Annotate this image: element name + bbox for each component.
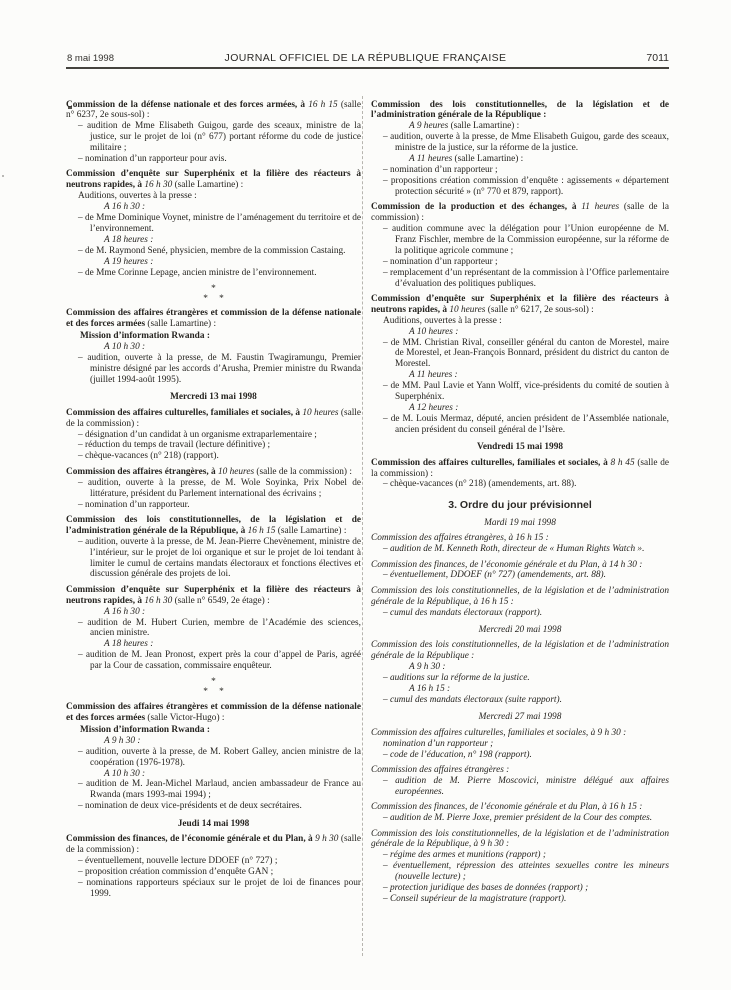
agenda-item: – de M. Raymond Sené, physicien, membre de la commission Castaing. — [78, 245, 346, 256]
commission-entry: Commission des finances, de l’économie générale et du Plan, à 14 h 30 : — [371, 559, 643, 570]
commission-entry: Commission des affaires étrangères, à 10 heures (salle de la commission) : — [66, 466, 352, 477]
agenda-item: – audition de M. Jean Pronost, expert près la cour d’appel de Paris, agréé par la Cour de cassation, commissaire enquêteur. — [78, 650, 361, 672]
date-heading: Jeudi 14 mai 1998 — [177, 818, 250, 829]
mission-subheading: Mission d’information Rwanda : — [80, 331, 210, 342]
commission-entry: Commission des lois constitutionnelles, de la législation et de l’administration générale de la République, à 16 h 15 : — [371, 585, 669, 607]
star-separator: * * * — [203, 677, 224, 698]
commission-entry: Commission des lois constitutionnelles, de la législation et de l’administration générale de la République, à 16 h 15 (salle Lamartine) : — [66, 514, 361, 536]
date-heading: Mercredi 20 mai 1998 — [478, 625, 562, 636]
commission-entry: Commission des affaires étrangères et commission de la défense nationale et des forces armées (salle Lamartine) : — [66, 308, 361, 329]
commission-entry: Commission de la défense nationale et des forces armées, à 16 h 15 (salle n° 6237, 2e sous-sol) : — [66, 99, 361, 121]
agenda-item: – nomination d’un rapporteur ; — [383, 164, 498, 175]
commission-entry: Commission des lois constitutionnelles, de la législation et de l’administration générale de la République, à 9 h 30 : — [371, 828, 669, 850]
time-line: A 11 heures (salle Lamartine) : — [409, 154, 524, 165]
note-line: nomination d’un rapporteur ; — [383, 738, 494, 749]
agenda-item: – régime des armes et munitions (rapport) ; — [383, 850, 546, 861]
agenda-item: – de Mme Dominique Voynet, ministre de l’aménagement du territoire et de l’environnement. — [78, 213, 361, 234]
date-heading: Mardi 19 mai 1998 — [484, 517, 556, 528]
agenda-item: – éventuellement, DDOEF (n° 727) (amendements, art. 88). — [383, 570, 606, 581]
scan-artifact — [2, 175, 4, 177]
commission-entry: Commission des affaires étrangères : — [371, 765, 510, 776]
commission-entry: Commission des affaires étrangères et commission de la défense nationale et des forces armées (salle Victor-Hugo) : — [66, 701, 361, 723]
agenda-item: – audition de Mme Elisabeth Guigou, garde des sceaux, ministre de la justice, sur le projet de loi (n° 677) portant réforme du code de justice militaire ; — [78, 121, 361, 154]
time-line: A 18 heures : — [104, 234, 154, 245]
date-heading: Mercredi 27 mai 1998 — [478, 712, 562, 723]
commission-entry: Commission de la production et des échanges, à 11 heures (salle de la commission) : — [371, 202, 670, 224]
agenda-item: – audition, ouverte à la presse, de M. Jean-Pierre Chevènement, ministre de l’intérieur, sur le projet de loi organique et sur le projet de loi tendant à limiter le cumul de certains mandats électoraux et fonctions électives et discussion générale des projets de loi. — [78, 536, 361, 580]
commission-entry: Commission des affaires culturelles, familiales et sociales, à 8 h 45 (salle de la commission) : — [371, 457, 669, 479]
agenda-item: – proposition création commission d’enquête GAN ; — [78, 866, 274, 877]
agenda-item: – Conseil supérieur de la magistrature (rapport). — [383, 894, 567, 904]
time-line: A 16 h 15 : — [409, 684, 451, 695]
agenda-item: – audition commune avec la délégation pour l’Union européenne de M. Franz Fischler, membre de la Commission européenne, sur la réforme de la politique agricole commune ; — [383, 223, 669, 256]
commission-entry: Commission des affaires culturelles, familiales et sociales, à 9 h 30 : — [371, 727, 627, 738]
agenda-item: – cumul des mandats électoraux (rapport). — [383, 607, 543, 618]
agenda-item: – audition, ouverte à la presse, de M. Faustin Twagiramungu, Premier ministre désigné par les accords d’Arusha, Premier ministre du Rwanda (juillet 1994-août 1995). — [78, 353, 361, 385]
agenda-item: – audition, ouverte à la presse, de M. Robert Galley, ancien ministre de la coopération (1976-1978). — [78, 746, 361, 768]
agenda-item: – code de l’éducation, n° 198 (rapport). — [383, 749, 532, 760]
mission-subheading: Mission d’information Rwanda : — [80, 724, 210, 735]
agenda-item: – remplacement d’un représentant de la commission à l’Office parlementaire d’évaluation des politiques publiques. — [383, 267, 669, 289]
time-line: A 12 heures : — [409, 402, 459, 413]
commission-entry: Commission des lois constitutionnelles, de la législation et de l’administration générale de la République : — [371, 640, 669, 662]
agenda-item: – chèque-vacances (n° 218) (rapport). — [78, 451, 219, 462]
agenda-item: – propositions création commission d’enquête : agissements « département protection sécurité » (n° 770 et 879, rapport). — [383, 175, 669, 197]
time-line: A 9 h 30 : — [409, 662, 446, 673]
time-line: A 9 h 30 : — [104, 735, 141, 746]
agenda-item: – nomination de deux vice-présidents et de deux secrétaires. — [78, 801, 302, 812]
agenda-item: – cumul des mandats électoraux (suite rapport). — [383, 695, 562, 705]
time-line: A 16 h 30 : — [104, 202, 146, 213]
header-rule — [66, 67, 669, 69]
agenda-item: – éventuellement, nouvelle lecture DDOEF (n° 727) ; — [78, 855, 278, 866]
agenda-item: – nomination d’un rapporteur pour avis. — [78, 154, 227, 165]
time-line: A 10 h 30 : — [104, 768, 146, 779]
agenda-item: – chèque-vacances (n° 218) (amendements, art. 88). — [383, 479, 577, 490]
commission-entry: Commission des affaires étrangères, à 16 h 15 : — [371, 533, 549, 544]
commission-entry: Commission d’enquête sur Superphénix et la filière des réacteurs à neutrons rapides, à 16 h 30 (salle Lamartine) : — [66, 169, 361, 191]
time-line: A 16 h 30 : — [104, 606, 146, 617]
agenda-item: – audition de M. Pierre Moscovici, ministre délégué aux affaires européennes. — [383, 775, 669, 797]
agenda-item: – éventuellement, répression des atteintes sexuelles contre les mineurs (nouvelle lecture) ; — [383, 861, 669, 883]
agenda-item: – de MM. Christian Rival, conseiller général du canton de Morestel, maire de Morestel, et Jean-François Bonnard, président du district du canton de Morestel. — [383, 337, 669, 370]
time-line: A 19 heures : — [104, 256, 154, 267]
star-separator: * * * — [203, 283, 224, 304]
time-line: A 10 h 30 : — [104, 342, 146, 353]
agenda-item: – audition de M. Jean-Michel Marlaud, ancien ambassadeur de France au Rwanda (mars 1993-mai 1994) ; — [78, 779, 361, 801]
date-heading: Vendredi 15 mai 1998 — [476, 442, 563, 453]
time-line: A 11 heures : — [409, 370, 458, 381]
commission-entry: Commission des finances, de l’économie générale et du Plan, à 16 h 15 : — [371, 802, 643, 813]
time-line: A 9 heures (salle Lamartine) : — [409, 121, 520, 132]
agenda-item: – de MM. Paul Lavie et Yann Wolff, vice-présidents du comité de soutien à Superphénix. — [383, 381, 669, 403]
agenda-item: – nomination d’un rapporteur ; — [383, 256, 498, 267]
header-title: JOURNAL OFFICIEL DE LA RÉPUBLIQUE FRANÇAISE — [224, 52, 507, 64]
left-column — [66, 95, 361, 900]
time-line: A 18 heures : — [104, 639, 154, 650]
agenda-item: – réduction du temps de travail (lecture définitive) ; — [78, 440, 271, 451]
agenda-item: – protection juridique des bases de données (rapport) ; — [383, 883, 589, 894]
agenda-item: – audition de M. Pierre Joxe, premier président de la Cour des comptes. — [383, 813, 653, 824]
commission-entry: Commission des affaires culturelles, familiales et sociales, à 10 heures (salle de la commission) : — [66, 407, 361, 429]
agenda-item: – de Mme Corinne Lepage, ancien ministre de l’environnement. — [78, 267, 317, 278]
column-divider — [362, 96, 363, 956]
agenda-item: – de M. Louis Mermaz, député, ancien président de l’Assemblée nationale, ancien président du conseil général de l’Isère. — [383, 413, 669, 435]
commission-entry: Commission des finances, de l’économie générale et du Plan, à 9 h 30 (salle de la commission) : — [66, 834, 361, 855]
agenda-item: – nomination d’un rapporteur. — [78, 499, 190, 510]
date-heading: Mercredi 13 mai 1998 — [170, 392, 257, 403]
header-date: 8 mai 1998 — [67, 53, 115, 64]
agenda-item: – audition, ouverte à la presse, de M. Wole Soyinka, Prix Nobel de littérature, président du Parlement international des écrivains ; — [78, 477, 361, 499]
commission-entry: Commission des lois constitutionnelles, de la législation et de l’administration générale de la République : — [371, 99, 669, 121]
agenda-item: – audition de M. Hubert Curien, membre de l’Académie des sciences, ancien ministre. — [78, 617, 361, 639]
section-heading: 3. Ordre du jour prévisionnel — [448, 499, 592, 512]
note-line: Auditions, ouvertes à la presse : — [383, 315, 502, 326]
right-column — [371, 95, 669, 905]
commission-entry: Commission d’enquête sur Superphénix et la filière des réacteurs à neutrons rapides, à 10 heures (salle n° 6217, 2e sous-sol) : — [371, 293, 669, 315]
agenda-item: – désignation d’un candidat à un organisme extraparlementaire ; — [78, 429, 317, 440]
header-page-number: 7011 — [646, 52, 669, 64]
agenda-item: – nominations rapporteurs spéciaux sur le projet de loi de finances pour 1999. — [78, 877, 361, 899]
agenda-item: – audition de M. Kenneth Roth, directeur de « Human Rights Watch ». — [383, 544, 645, 555]
agenda-item: – auditions sur la réforme de la justice. — [383, 673, 530, 684]
time-line: A 10 heures : — [409, 326, 459, 337]
commission-entry: Commission d’enquête sur Superphénix et la filière des réacteurs à neutrons rapides, à 16 h 30 (salle n° 6549, 2e étage) : — [66, 584, 361, 606]
note-line: Auditions, ouvertes à la presse : — [78, 191, 197, 202]
agenda-item: – audition, ouverte à la presse, de Mme Elisabeth Guigou, garde des sceaux, ministre de la justice, sur la réforme de la justice. — [383, 132, 669, 154]
